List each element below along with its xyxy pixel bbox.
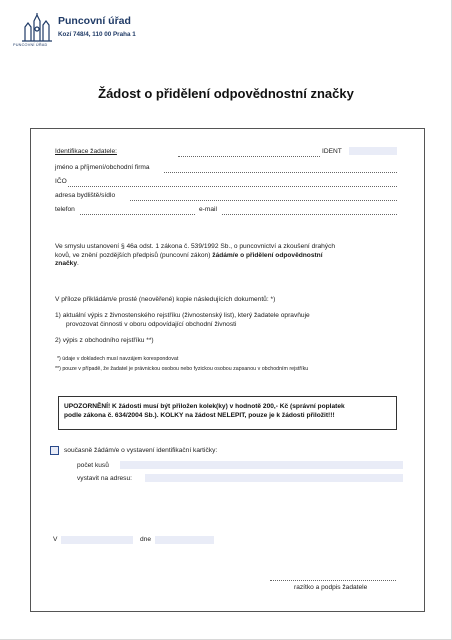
request-line-2 (55, 252, 398, 261)
email-field[interactable] (222, 214, 397, 215)
address-label: adresa bydliště/sídlo (55, 192, 116, 199)
organization-address: Kozí 748/4, 110 00 Praha 1 (58, 31, 136, 38)
card-count-label: počet kusů (77, 462, 109, 469)
card-count-field[interactable] (120, 461, 403, 469)
attachment-item-2: 2) výpis z obchodního rejstříku **) (55, 337, 154, 344)
fee-warning-line-1: UPOZORNĚNÍ! K žádosti musí být přiložen kolek(ky) v hodnotě 200,- Kč (správní poplatek (64, 403, 345, 410)
signature-label: razítko a podpis žadatele (294, 584, 368, 591)
request-paragraph (55, 243, 398, 269)
fee-warning-text (64, 402, 393, 420)
name-field[interactable] (164, 172, 397, 173)
name-label: jméno a příjmení/obchodní firma (55, 164, 150, 171)
ident-field[interactable] (349, 147, 397, 155)
request-line-1: Ve smyslu ustanovení § 46a odst. 1 zákona č. 539/1992 Sb., o puncovnictví a zkoušení drahých (55, 243, 336, 250)
assay-office-logo-icon (19, 13, 55, 47)
footnote-2: **) pouze v případě, že žadatel je právnickou osobou nebo fyzickou osobou zapsanou v obchodním rejstříku (55, 366, 309, 372)
attachment-item-1-line-1: 1) aktuální výpis z živnostenského rejstříku (živnostenský list), který žadatele opravňuje (55, 312, 310, 319)
applicant-section-label: Identifikace žadatele: (55, 148, 117, 155)
applicant-section-rule (178, 156, 320, 157)
attachments-intro: V příloze přikládám/e prosté (neověřené) kopie následujících dokumentů: *) (55, 296, 276, 303)
card-address-label: vystavit na adresu: (77, 475, 132, 482)
id-card-checkbox-label: současně žádám/e o vystavení identifikační kartičky: (64, 447, 218, 454)
fee-warning-line-2: podle zákona č. 634/2004 Sb.). KOLKY na žádost NELEPIT, pouze je k žádosti přiložit!!! (64, 412, 335, 419)
request-line-2-normal: kovů, ve znění pozdějších předpisů (puncovní zákon) (55, 251, 211, 259)
request-line-2-bold: žádám/e o přidělení odpovědnostní (212, 251, 323, 259)
place-field[interactable] (61, 536, 133, 544)
fee-warning-box (58, 396, 397, 430)
email-label: e-mail (199, 206, 217, 213)
address-field[interactable] (130, 200, 397, 201)
signature-line[interactable] (270, 580, 396, 581)
date-label: dne (140, 536, 152, 543)
organization-name: Puncovní úřad (58, 15, 131, 27)
phone-label: telefon (55, 206, 75, 213)
ico-field[interactable] (68, 186, 397, 187)
ico-label: IČO (55, 178, 67, 185)
ident-label: IDENT (322, 148, 342, 155)
card-address-field[interactable] (145, 474, 403, 482)
place-label: V (53, 536, 58, 543)
phone-field[interactable] (80, 214, 195, 215)
request-line-3-end: . (77, 260, 79, 268)
request-line-3-bold: značky (55, 260, 77, 268)
id-card-checkbox[interactable] (50, 446, 59, 455)
logo-caption: PUNCOVNÍ ÚŘAD (13, 43, 48, 47)
date-field[interactable] (155, 536, 214, 544)
footnote-1: *) údaje v dokladech musí navzájem korespondovat (57, 356, 179, 362)
request-line-3 (55, 260, 398, 269)
document-title: Žádost o přidělení odpovědnostní značky (98, 86, 354, 101)
attachment-item-1-line-2: provozovat činnosti v oboru odpovídající obchodní živnosti (66, 321, 237, 328)
